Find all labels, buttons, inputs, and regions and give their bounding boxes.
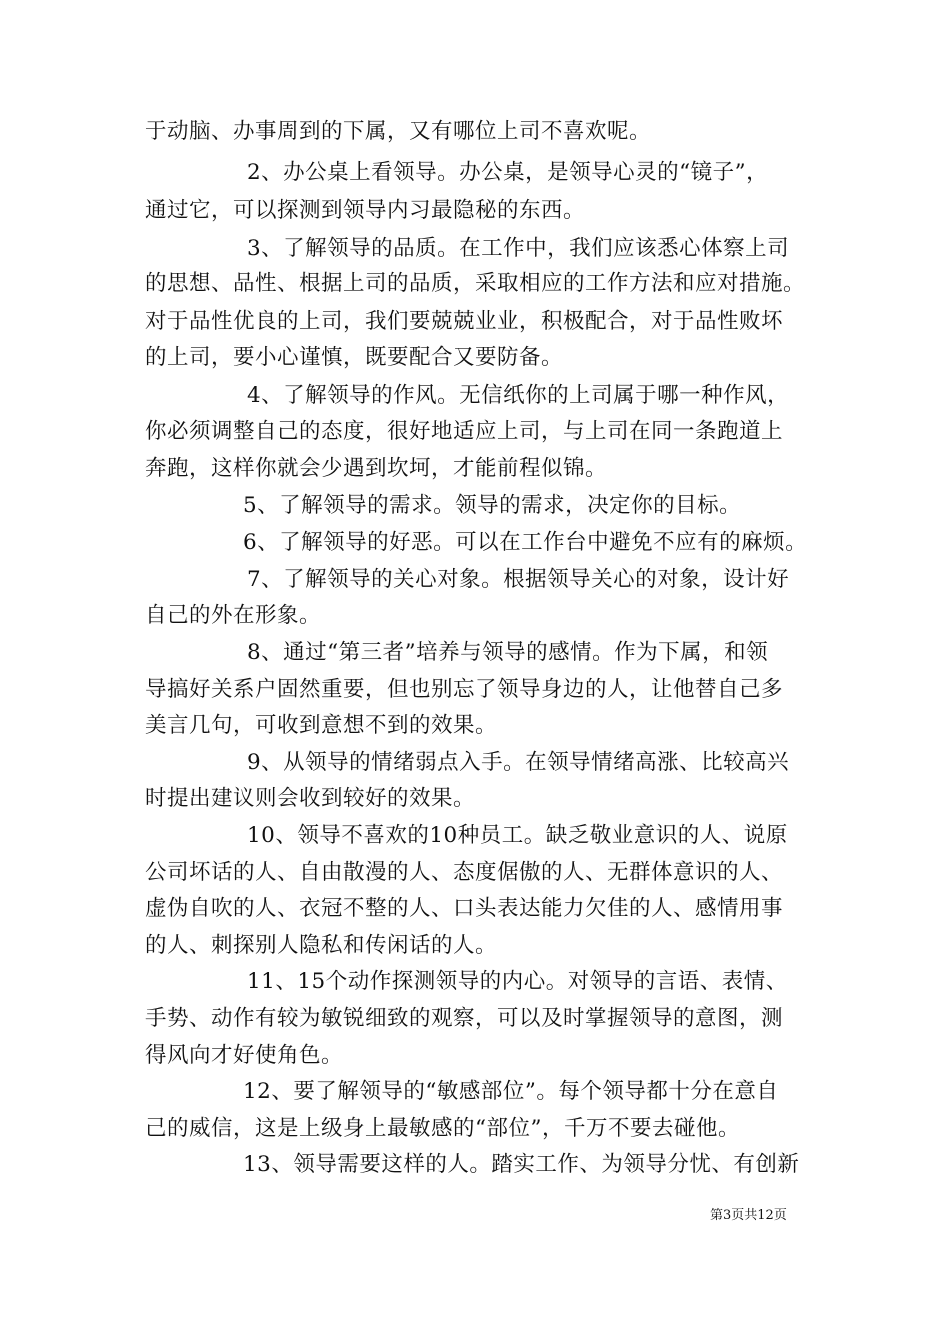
text-line: 4、了解领导的作风。无信纸你的上司属于哪一种作风， bbox=[247, 383, 790, 408]
text-line: 的上司，要小心谨慎，既要配合又要防备。 bbox=[145, 345, 564, 370]
text-line: 通过它，可以探测到领导内习最隐秘的东西。 bbox=[145, 198, 586, 223]
text-line: 2、办公桌上看领导。办公桌，是领导心灵的“镜子”， bbox=[247, 160, 769, 185]
text-line: 公司坏话的人、自由散漫的人、态度倨傲的人、无群体意识的人、 bbox=[145, 860, 784, 885]
text-line: 3、了解领导的品质。在工作中，我们应该悉心体察上司 bbox=[247, 236, 790, 261]
text-line: 你必须调整自己的态度，很好地适应上司，与上司在同一条跑道上 bbox=[145, 419, 784, 444]
text-line: 虚伪自吹的人、衣冠不整的人、口头表达能力欠佳的人、感情用事 bbox=[145, 896, 784, 921]
text-line: 美言几句，可收到意想不到的效果。 bbox=[145, 713, 498, 738]
text-line: 奔跑，这样你就会少遇到坎坷，才能前程似锦。 bbox=[145, 456, 608, 481]
text-line: 9、从领导的情绪弱点入手。在领导情绪高涨、比较高兴 bbox=[247, 750, 790, 775]
text-line: 自己的外在形象。 bbox=[145, 603, 322, 628]
text-line: 5、了解领导的需求。领导的需求，决定你的目标。 bbox=[243, 493, 742, 518]
text-line: 时提出建议则会收到较好的效果。 bbox=[145, 786, 476, 811]
text-line: 8、通过“第三者”培养与领导的感情。作为下属，和领 bbox=[247, 640, 769, 665]
text-line: 7、了解领导的关心对象。根据领导关心的对象，设计好 bbox=[247, 567, 790, 592]
text-line: 的人、刺探别人隐私和传闲话的人。 bbox=[145, 933, 498, 958]
text-line: 于动脑、办事周到的下属，又有哪位上司不喜欢呢。 bbox=[145, 119, 652, 144]
text-line: 12、要了解领导的“敏感部位”。每个领导都十分在意自 bbox=[243, 1079, 779, 1104]
text-line: 的思想、品性、根据上司的品质，采取相应的工作方法和应对措施。 bbox=[145, 271, 806, 296]
text-line: 导搞好关系户固然重要，但也别忘了领导身边的人，让他替自己多 bbox=[145, 677, 784, 702]
text-line: 己的威信，这是上级身上最敏感的“部位”，千万不要去碰他。 bbox=[145, 1116, 740, 1141]
page-number-footer: 第3页共12页 bbox=[710, 1208, 787, 1223]
text-line: 得风向才好使角色。 bbox=[145, 1043, 344, 1068]
text-line: 13、领导需要这样的人。踏实工作、为领导分忧、有创新 bbox=[243, 1152, 800, 1177]
text-line: 6、了解领导的好恶。可以在工作台中避免不应有的麻烦。 bbox=[243, 530, 808, 555]
text-line: 手势、动作有较为敏锐细致的观察，可以及时掌握领导的意图，测 bbox=[145, 1006, 784, 1031]
text-line: 10、领导不喜欢的10种员工。缺乏敬业意识的人、说原 bbox=[247, 823, 788, 848]
text-line: 11、15个动作探测领导的内心。对领导的言语、表情、 bbox=[247, 969, 788, 994]
text-line: 对于品性优良的上司，我们要兢兢业业，积极配合，对于品性败坏 bbox=[145, 309, 784, 334]
